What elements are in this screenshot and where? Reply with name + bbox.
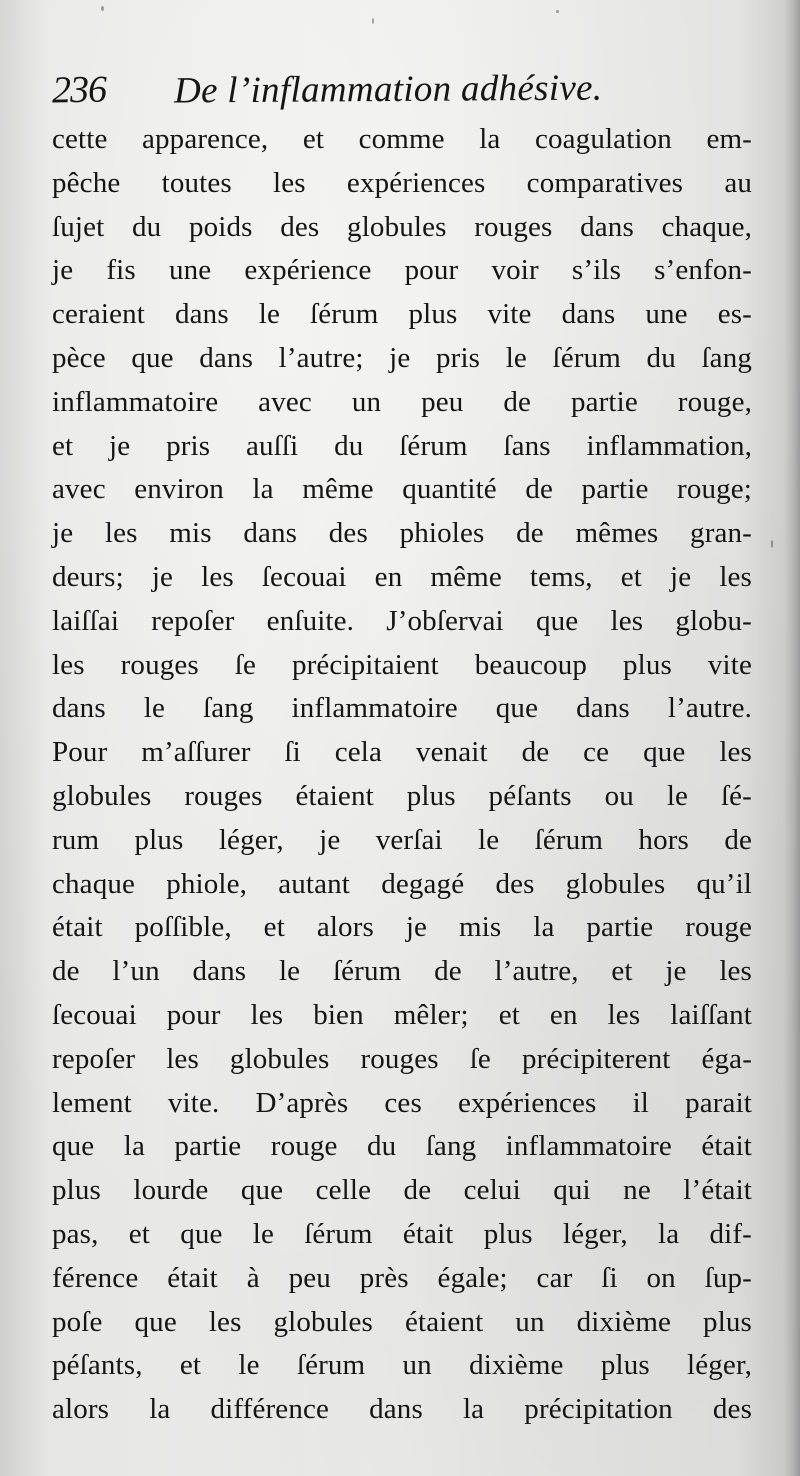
text-line: je fis une expérience pour voir s’ils s’enfon-: [52, 254, 752, 287]
text-line: férence était à peu près égale; car ſi on ſup-: [52, 1261, 752, 1294]
text-line: les rouges ſe précipitaient beaucoup plus vite: [52, 648, 752, 681]
text-line: pêche toutes les expériences comparatives au: [52, 166, 752, 199]
text-line: plus lourde que celle de celui qui ne l’était: [52, 1174, 752, 1207]
text-line: rum plus léger, je verſai le ſérum hors de: [52, 823, 752, 856]
text-line: alors la différence dans la précipitation des: [52, 1393, 752, 1426]
text-line: ceraient dans le ſérum plus vite dans une es-: [52, 298, 752, 331]
text-line: péſants, et le ſérum un dixième plus léger,: [52, 1349, 752, 1382]
text-line: inflammatoire avec un peu de partie rouge,: [52, 385, 752, 418]
text-line: poſe que les globules étaient un dixième plus: [52, 1305, 752, 1338]
text-line: pèce que dans l’autre; je pris le ſérum du ſang: [52, 341, 752, 374]
paper-speck: [771, 540, 773, 548]
page-number: 236: [51, 68, 107, 112]
text-line: ſujet du poids des globules rouges dans chaque,: [52, 210, 752, 243]
text-line: chaque phiole, autant degagé des globules qu’il: [52, 867, 752, 900]
text-line: globules rouges étaient plus péſants ou le ſé-: [52, 779, 752, 812]
page-edge-shadow: [784, 0, 800, 1476]
page-header: [46, 64, 766, 114]
text-line: deurs; je les ſecouai en même tems, et je les: [52, 560, 752, 593]
text-line: lement vite. D’après ces expériences il parait: [52, 1086, 752, 1119]
running-title: De l’inflammation adhésive.: [173, 67, 603, 112]
text-line: repoſer les globules rouges ſe précipiterent éga-: [52, 1042, 752, 1075]
text-line: et je pris auſſi du ſérum ſans inflammation,: [52, 429, 752, 462]
text-line: avec environ la même quantité de partie rouge;: [52, 473, 752, 506]
paper-speck: [556, 10, 559, 13]
text-line: de l’un dans le ſérum de l’autre, et je les: [52, 955, 752, 988]
text-line: dans le ſang inflammatoire que dans l’autre.: [52, 692, 752, 725]
paper-speck: [101, 6, 104, 11]
body-text: [52, 118, 752, 1432]
text-line: Pour m’aſſurer ſi cela venait de ce que les: [52, 736, 752, 769]
text-line: je les mis dans des phioles de mêmes gran-: [52, 517, 752, 550]
text-line: laiſſai repoſer enſuite. J’obſervai que les globu-: [52, 604, 752, 637]
text-line: pas, et que le ſérum était plus léger, la dif-: [52, 1217, 752, 1250]
text-line: que la partie rouge du ſang inflammatoire était: [52, 1130, 752, 1163]
paper-speck: [372, 18, 374, 24]
text-line: ſecouai pour les bien mêler; et en les laiſſant: [52, 998, 752, 1031]
text-line: était poſſible, et alors je mis la partie rouge: [52, 911, 752, 944]
text-line: cette apparence, et comme la coagulation em-: [52, 123, 752, 155]
